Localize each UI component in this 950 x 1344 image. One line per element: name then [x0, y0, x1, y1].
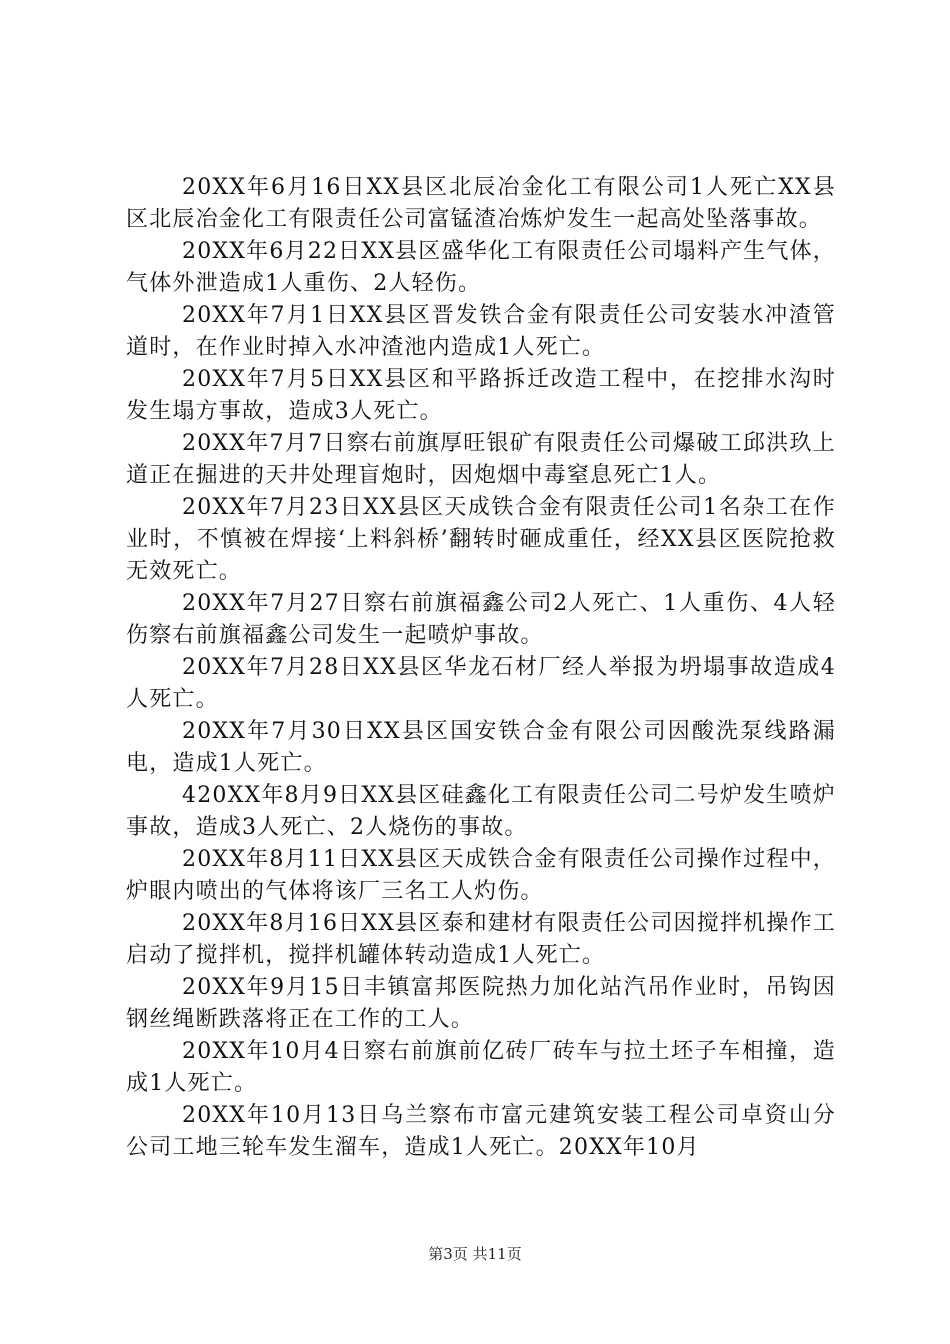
paragraph-6: 20XX年7月23日XX县区天成铁合金有限责任公司1名杂工在作业时，不慎被在焊接‘上料斜桥’翻转时砸成重任，经XX县区医院抢救无效死亡。 — [126, 495, 836, 584]
paragraph-10: 420XX年8月9日XX县区硅鑫化工有限责任公司二号炉发生喷炉事故，造成3人死亡、2人烧伤的事故。 — [126, 783, 836, 840]
paragraph-11: 20XX年8月11日XX县区天成铁合金有限责任公司操作过程中，炉眼内喷出的气体将该厂三名工人灼伤。 — [126, 847, 836, 904]
paragraph-3: 20XX年7月1日XX县区晋发铁合金有限责任公司安装水冲渣管道时，在作业时掉入水冲渣池内造成1人死亡。 — [126, 303, 836, 360]
page-footer: 第3页 共11页 — [428, 1245, 522, 1263]
paragraph-5: 20XX年7月7日察右前旗厚旺银矿有限责任公司爆破工邱洪玖上道正在掘进的天井处理盲炮时，因炮烟中毒窒息死亡1人。 — [126, 431, 836, 488]
paragraph-13: 20XX年9月15日丰镇富邦医院热力加化站汽吊作业时，吊钩因钢丝绳断跌落将正在工作的工人。 — [126, 975, 836, 1032]
paragraph-12: 20XX年8月16日XX县区泰和建材有限责任公司因搅拌机操作工启动了搅拌机，搅拌机罐体转动造成1人死亡。 — [126, 911, 836, 968]
paragraph-15: 20XX年10月13日乌兰察布市富元建筑安装工程公司卓资山分公司工地三轮车发生溜车，造成1人死亡。20XX年10月 — [126, 1103, 836, 1160]
document-body — [126, 172, 836, 1164]
paragraph-14: 20XX年10月4日察右前旗前亿砖厂砖车与拉土坯子车相撞，造成1人死亡。 — [126, 1039, 836, 1096]
paragraph-9: 20XX年7月30日XX县区国安铁合金有限公司因酸洗泵线路漏电，造成1人死亡。 — [126, 719, 836, 776]
paragraph-2: 20XX年6月22日XX县区盛华化工有限责任公司塌料产生气体，气体外泄造成1人重伤、2人轻伤。 — [126, 239, 836, 296]
paragraph-7: 20XX年7月27日察右前旗福鑫公司2人死亡、1人重伤、4人轻伤察右前旗福鑫公司发生一起喷炉事故。 — [126, 591, 836, 648]
paragraph-4: 20XX年7月5日XX县区和平路拆迁改造工程中，在挖排水沟时发生塌方事故，造成3人死亡。 — [126, 367, 836, 424]
paragraph-8: 20XX年7月28日XX县区华龙石材厂经人举报为坍塌事故造成4人死亡。 — [126, 655, 836, 712]
paragraph-1: 20XX年6月16日XX县区北辰冶金化工有限公司1人死亡XX县区北辰冶金化工有限责任公司富锰渣冶炼炉发生一起高处坠落事故。 — [126, 175, 836, 232]
